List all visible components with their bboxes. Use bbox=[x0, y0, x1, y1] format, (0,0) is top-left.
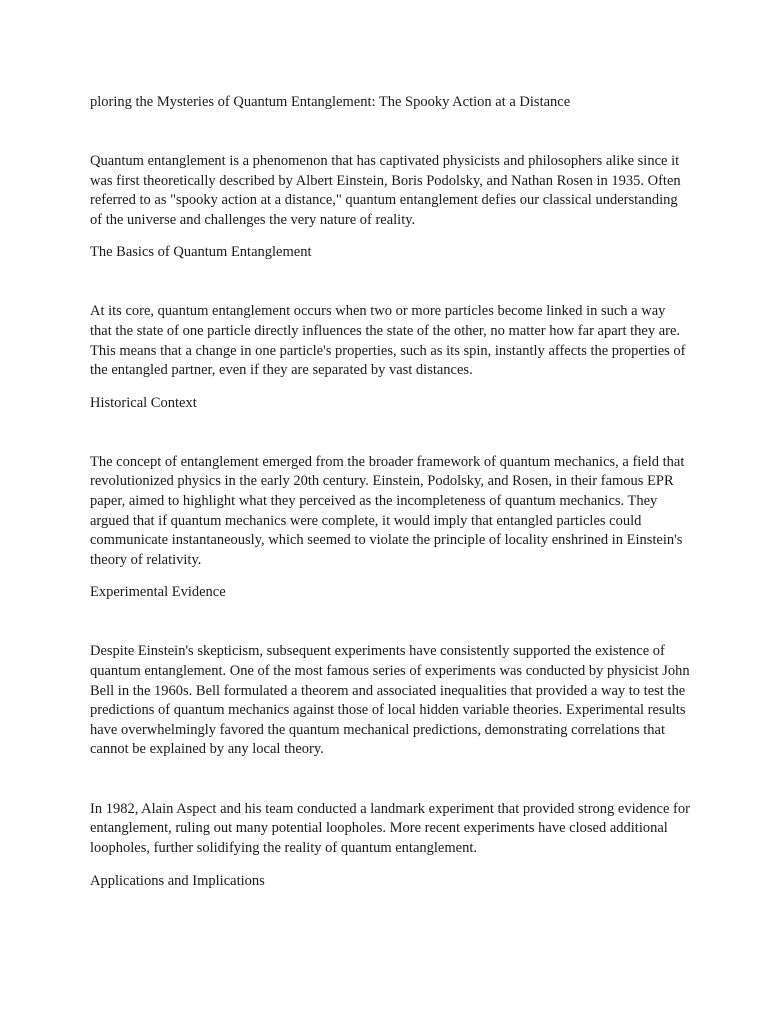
aspect-paragraph: In 1982, Alain Aspect and his team conducted a landmark experiment that provided strong evidence for entanglement, ruling out many potential loopholes. More recent experiments have closed additional loopholes, further solidifying the reality of quantum entanglement. bbox=[90, 800, 690, 857]
document-title: ploring the Mysteries of Quantum Entanglement: The Spooky Action at a Distance bbox=[90, 94, 571, 110]
section-heading-basics: The Basics of Quantum Entanglement bbox=[90, 244, 312, 261]
intro-paragraph: Quantum entanglement is a phenomenon that has captivated physicists and philosophers alike since it was first theoretically described by Albert Einstein, Boris Podolsky, and Nathan Rosen in 1935. Often referred to as "spooky action at a distance," quantum entanglement defies our classical understanding of the universe and challenges the very nature of reality. bbox=[90, 153, 681, 228]
section-heading-history: Historical Context bbox=[90, 394, 197, 411]
section-heading-applications: Applications and Implications bbox=[90, 872, 265, 889]
section-heading-evidence: Experimental Evidence bbox=[90, 584, 226, 601]
history-paragraph: The concept of entanglement emerged from the broader framework of quantum mechanics, a field that revolutionized physics in the early 20th century. Einstein, Podolsky, and Rosen, in their famous EPR paper, aimed to highlight what they perceived as the incompleteness of quantum mechanics. They argued that if quantum mechanics were complete, it would imply that entangled particles could communicate instantaneously, which seemed to violate the principle of locality enshrined in Einstein's theory of relativity. bbox=[90, 453, 685, 568]
document-page bbox=[90, 92, 690, 891]
basics-paragraph: At its core, quantum entanglement occurs when two or more particles become linked in such a way that the state of one particle directly influences the state of the other, no matter how far apart they are. This means that a change in one particle's properties, such as its spin, instantly affects the properties of the entangled partner, even if they are separated by vast distances. bbox=[90, 303, 686, 379]
evidence-paragraph: Despite Einstein's skepticism, subsequent experiments have consistently supported the existence of quantum entanglement. One of the most famous series of experiments was conducted by physicist John Bell in the 1960s. Bell formulated a theorem and associated inequalities that provided a way to test the predictions of quantum mechanics against those of local hidden variable theories. Experimental results have overwhelmingly favored the quantum mechanical predictions, demonstrating correlations that cannot be explained by any local theory. bbox=[90, 643, 690, 758]
